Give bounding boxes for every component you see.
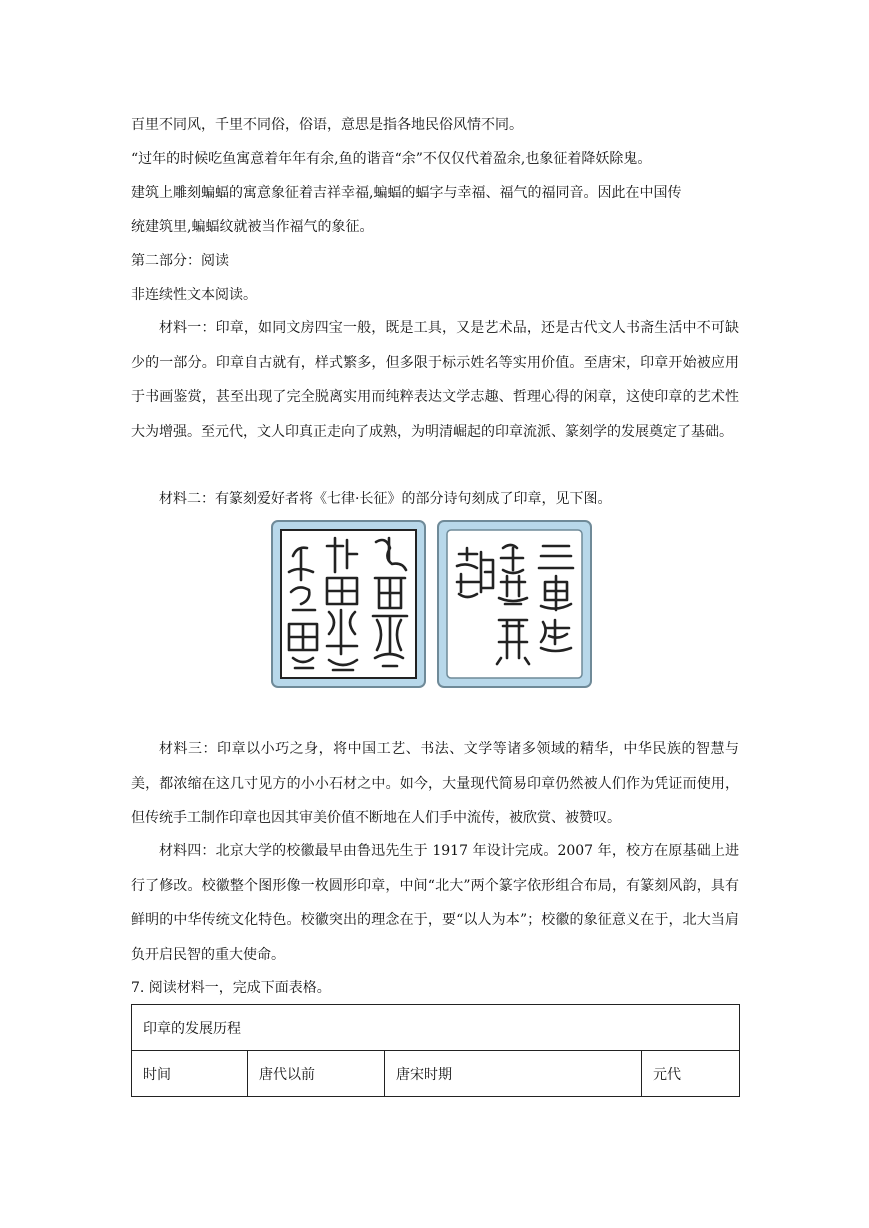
table-cell-tang-song[interactable]: 唐宋时期 [385,1051,642,1097]
development-table [131,1004,740,1097]
intro-line-4: 统建筑里,蝙蝠纹就被当作福气的象征。 [131,219,374,235]
material-two: 材料二：有篆刻爱好者将《七律·长征》的部分诗句刻成了印章，见下图。 [159,491,612,507]
material-three: 材料三：印章以小巧之身，将中国工艺、书法、文学等诸多领域的精华，中华民族的智慧与美，都浓缩在这几寸见方的小小石材之中。如今，大量现代简易印章仍然被人们作为凭证而使用，但传统手工制作印章也因其审美价值不断地在人们手中流传，被欣赏、被赞叹。 [131,741,739,826]
table-cell-before-tang: 唐代以前 [248,1051,385,1097]
intro-line-2: “过年的时候吃鱼寓意着年年有余,鱼的谐音“余”不仅仅代着盈余,也象征着降妖除鬼。 [131,151,652,167]
material-one: 材料一：印章，如同文房四宝一般，既是工具，又是艺术品，还是古代文人书斋生活中不可缺少的一部分。印章自古就有，样式繁多，但多限于标示姓名等实用价值。至唐宋，印章开始被应用于书画鉴赏，甚至出现了完全脱离实用而纯粹表达文学志趣、哲理心得的闲章，这使印章的艺术性大为增强。至元代，文人印真正走向了成熟，为明清崛起的印章流派、篆刻学的发展奠定了基础。 [131,320,739,440]
intro-line-1: 百里不同风，千里不同俗，俗语，意思是指各地民俗风情不同。 [131,117,523,133]
table-cell-yuan: 元代 [642,1051,740,1097]
table-cell-time: 时间 [132,1051,248,1097]
reading-subheading: 非连续性文本阅读。 [131,287,257,303]
table-title-row [132,1005,740,1051]
table-row [132,1051,740,1097]
section-heading-reading: 第二部分：阅读 [131,253,229,269]
table-title: 印章的发展历程 [132,1005,740,1051]
question-7: 7. 阅读材料一，完成下面表格。 [131,980,331,996]
seal-left-image [271,520,426,688]
seal-figure [271,520,597,692]
intro-line-3: 建筑上雕刻蝙蝠的寓意象征着吉祥幸福,蝙蝠的蝠字与幸福、福气的福同音。因此在中国传 [131,185,682,201]
material-four: 材料四：北京大学的校徽最早由鲁迅先生于 1917 年设计完成。2007 年，校方在原基础上进行了修改。校徽整个图形像一枚圆形印章，中间“北大”两个篆字依形组合布局，有篆刻风韵，具有鲜明的中华传统文化特色。校徽突出的理念在于，要“以人为本”；校徽的象征意义在于，北大当肩负开启民智的重大使命。 [131,843,739,963]
seal-right-image [437,520,592,688]
